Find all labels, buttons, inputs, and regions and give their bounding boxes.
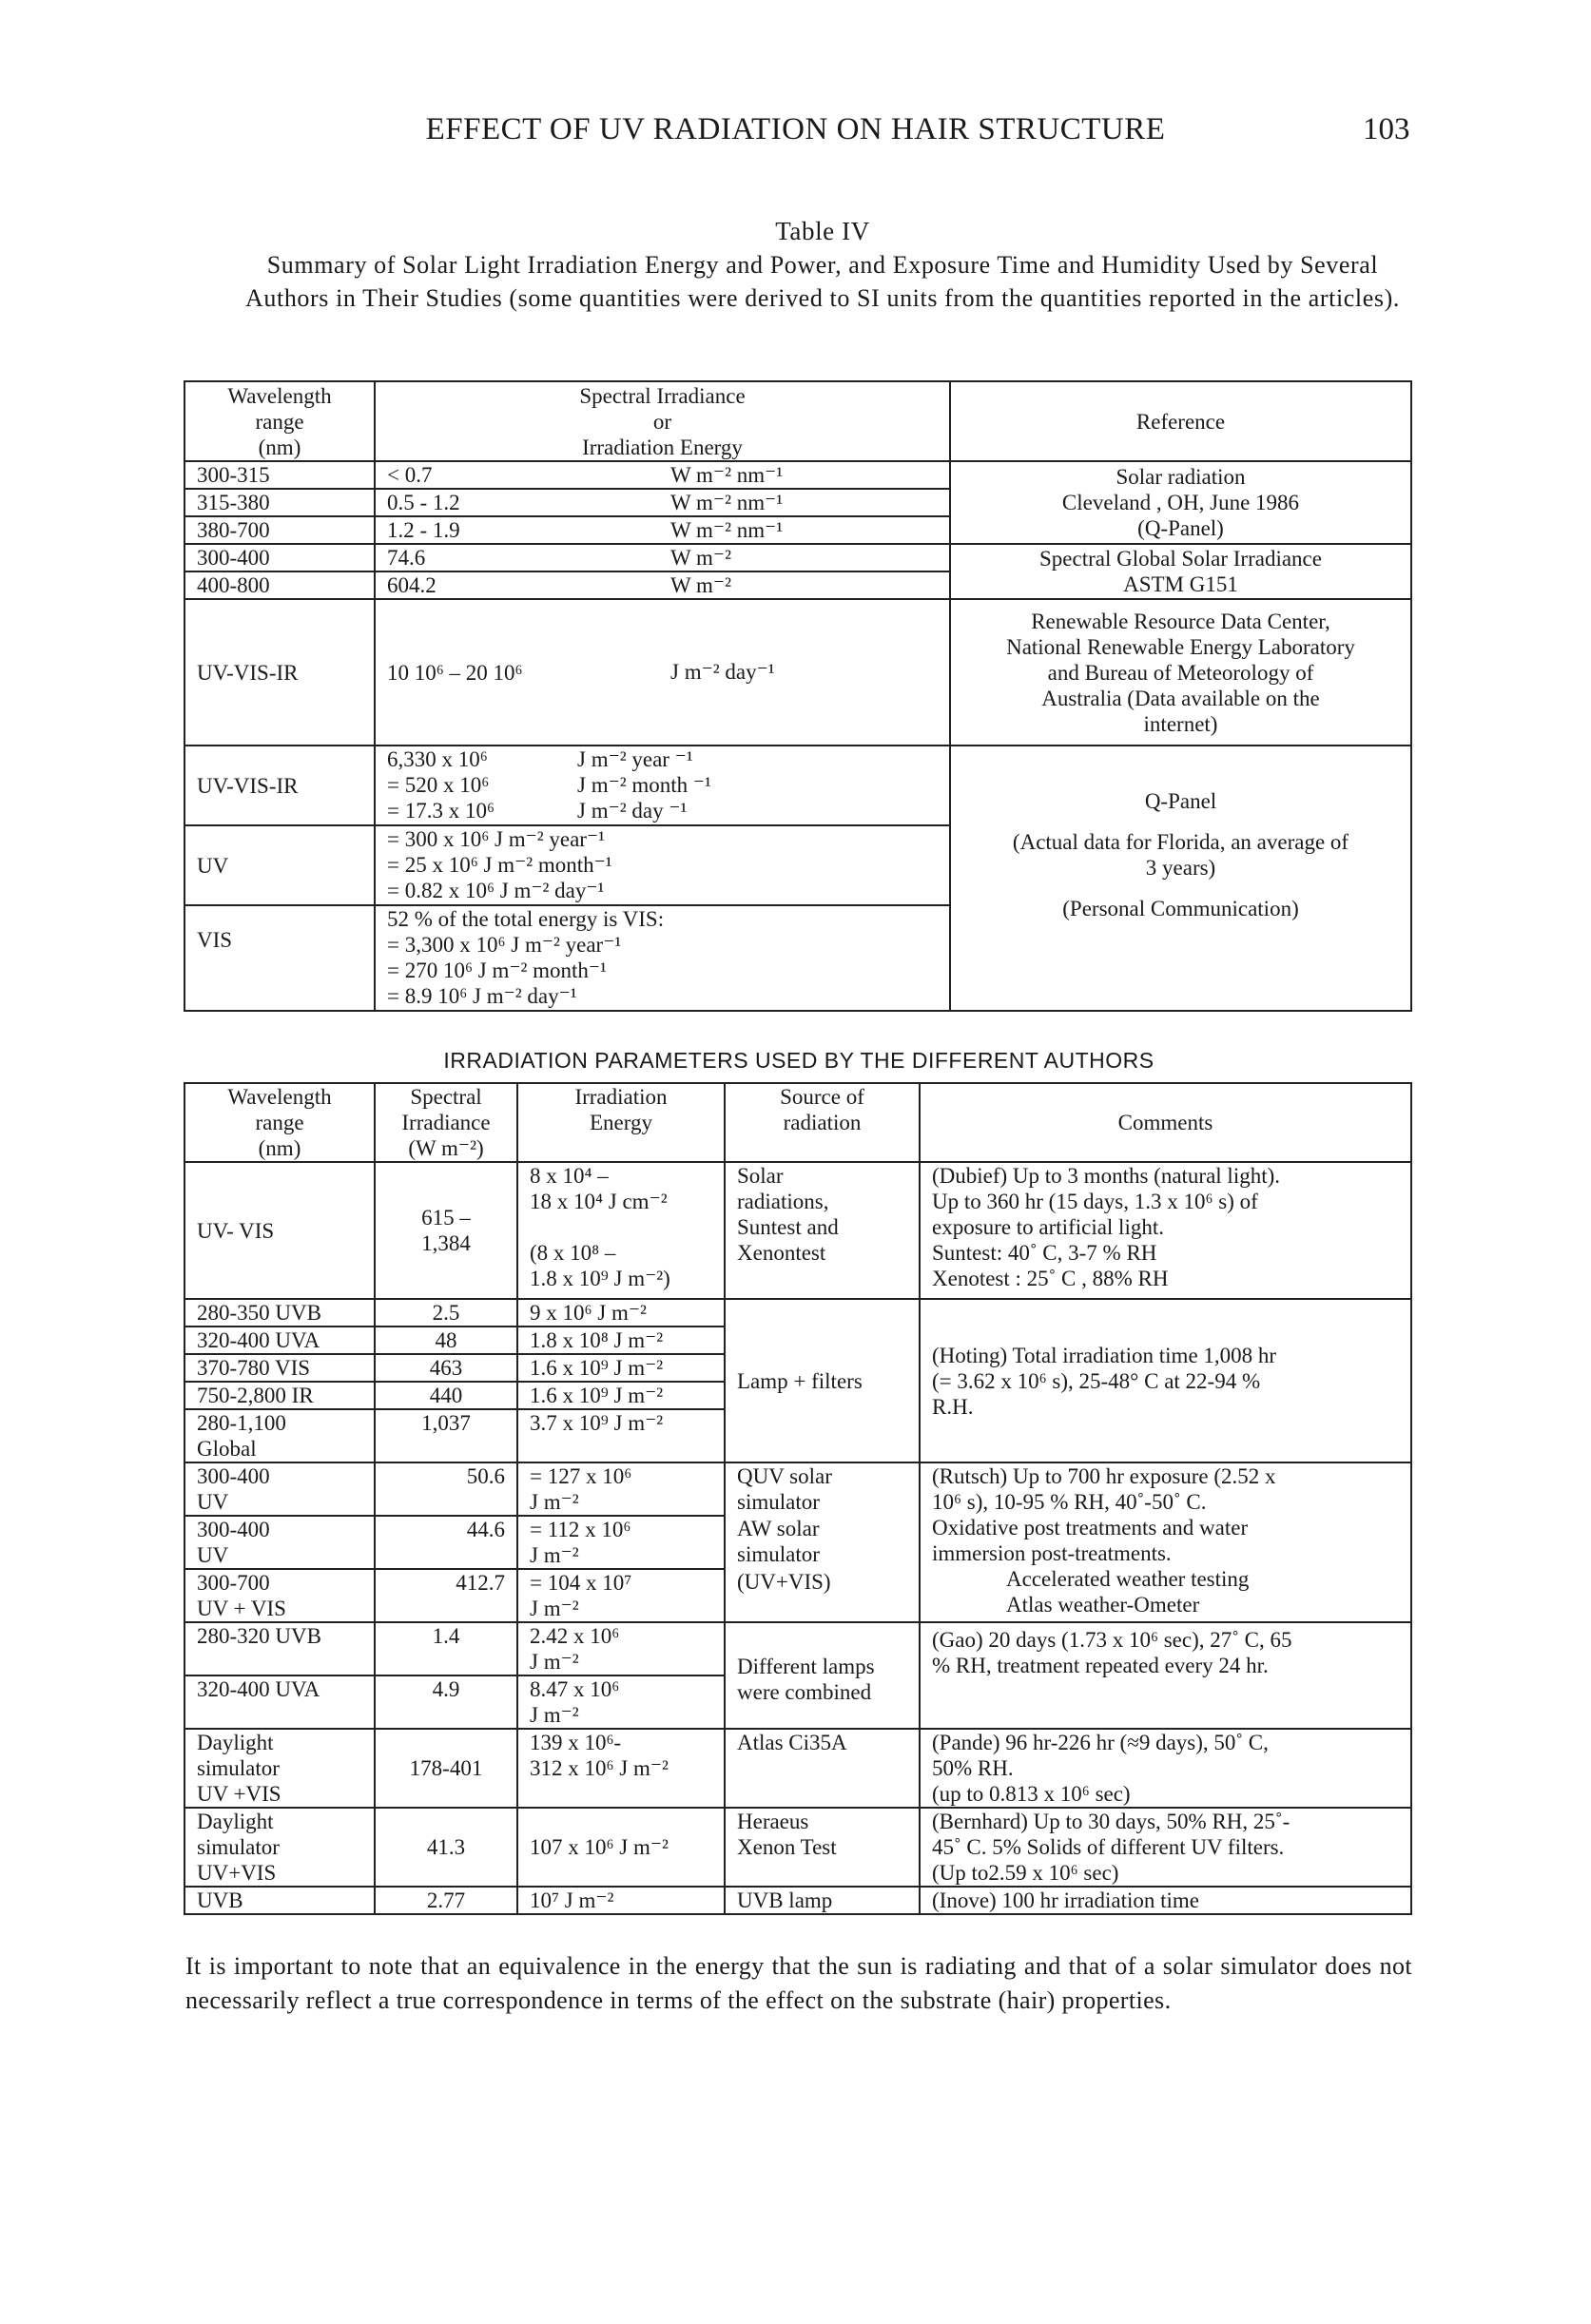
irradiance-cell: = 300 x 10⁶ J m⁻² year⁻¹ = 25 x 10⁶ J m⁻² month⁻¹ = 0.82 x 10⁶ J m⁻² day⁻¹	[375, 825, 950, 905]
header-spectral: Spectral Irradiance (W m⁻²)	[375, 1083, 517, 1162]
range-cell: 750-2,800 IR	[184, 1382, 375, 1409]
energy-cell: 3.7 x 10⁹ J m⁻²	[517, 1409, 725, 1462]
irradiance-cell: 604.2 W m⁻²	[375, 571, 950, 599]
irradiance-cell: 10 10⁶ – 20 10⁶ J m⁻² day⁻¹	[375, 599, 950, 746]
energy-cell: 1.6 x 10⁹ J m⁻²	[517, 1382, 725, 1409]
irradiance-cell: 1.4	[375, 1622, 517, 1675]
table-header-row	[184, 1083, 1411, 1162]
range-cell: 400-800	[184, 571, 375, 599]
irradiance-cell: 74.6 W m⁻²	[375, 544, 950, 571]
comments-cell: (Rutsch) Up to 700 hr exposure (2.52 x 10⁶ s), 10-95 % RH, 40˚-50˚ C. Oxidative post treatments and water immersion post-treatments. Accelerated weather testing Atlas weather-Ometer	[920, 1462, 1411, 1622]
irradiance-cell: 52 % of the total energy is VIS: = 3,300 x 10⁶ J m⁻² year⁻¹ = 270 10⁶ J m⁻² month⁻¹ = 8.9 10⁶ J m⁻² day⁻¹	[375, 905, 950, 1011]
irradiance-cell: 178-401	[375, 1729, 517, 1808]
header-comments: Comments	[920, 1083, 1411, 1162]
range-cell: UV- VIS	[184, 1162, 375, 1299]
comments-cell: (Dubief) Up to 3 months (natural light). Up to 360 hr (15 days, 1.3 x 10⁶ s) of exposure to artificial light. Suntest: 40˚ C, 3-7 % RH Xenotest : 25˚ C , 88% RH	[920, 1162, 1411, 1299]
range-cell: 280-320 UVB	[184, 1622, 375, 1675]
range-cell: 300-400 UV	[184, 1462, 375, 1516]
table-label: Table IV	[775, 217, 870, 245]
table-row	[184, 1462, 1411, 1516]
header-wavelength: Wavelength range (nm)	[184, 1083, 375, 1162]
table-header-row	[184, 381, 1411, 461]
irradiance-cell: 6,330 x 10⁶ J m⁻² year ⁻¹ = 520 x 10⁶ J m⁻² month ⁻¹ = 17.3 x 10⁶ J m⁻² day ⁻¹	[375, 746, 950, 825]
running-head: EFFECT OF UV RADIATION ON HAIR STRUCTURE	[425, 112, 1166, 146]
energy-cell: 9 x 10⁶ J m⁻²	[517, 1299, 725, 1327]
table2-title: IRRADIATION PARAMETERS USED BY THE DIFFERENT AUTHORS	[443, 1048, 1154, 1073]
irradiance-cell: 4.9	[375, 1675, 517, 1729]
range-cell: UV-VIS-IR	[184, 746, 375, 825]
range-cell: 320-400 UVA	[184, 1327, 375, 1354]
energy-cell: 8 x 10⁴ – 18 x 10⁴ J cm⁻² (8 x 10⁸ – 1.8 x 10⁹ J m⁻²)	[517, 1162, 725, 1299]
range-cell: 300-700 UV + VIS	[184, 1569, 375, 1622]
energy-cell: 107 x 10⁶ J m⁻²	[517, 1808, 725, 1887]
source-cell: Solar radiations, Suntest and Xenontest	[725, 1162, 920, 1299]
reference-nrel: Renewable Resource Data Center, National Renewable Energy Laboratory and Bureau of Meteorology of Australia (Data available on the internet)	[950, 599, 1411, 746]
range-cell: 300-400	[184, 544, 375, 571]
irradiance-cell: 48	[375, 1327, 517, 1354]
energy-cell: = 127 x 10⁶ J m⁻²	[517, 1462, 725, 1516]
table-row	[184, 599, 1411, 746]
range-cell: UV	[184, 825, 375, 905]
source-cell: QUV solar simulator	[725, 1462, 920, 1516]
range-cell: 280-1,100 Global	[184, 1409, 375, 1462]
solar-irradiance-table	[184, 380, 1412, 1012]
comments-cell: (Pande) 96 hr-226 hr (≈9 days), 50˚ C, 50% RH. (up to 0.813 x 10⁶ sec)	[920, 1729, 1411, 1808]
irradiance-cell: 41.3	[375, 1808, 517, 1887]
irradiance-cell: 2.5	[375, 1299, 517, 1327]
closing-paragraph: It is important to note that an equivalence in the energy that the sun is radiating and that of a solar simulator does not necessarily reflect a true correspondence in terms of the effect on the substrate (hair) properties.	[185, 1952, 1412, 2014]
range-cell: 300-315	[184, 461, 375, 489]
energy-cell: 8.47 x 10⁶ J m⁻²	[517, 1675, 725, 1729]
table-row	[184, 1729, 1411, 1808]
range-cell: 315-380	[184, 489, 375, 516]
irradiance-cell: 615 – 1,384	[375, 1162, 517, 1299]
range-cell: UVB	[184, 1887, 375, 1914]
energy-cell: 1.6 x 10⁹ J m⁻²	[517, 1354, 725, 1382]
comments-cell: (Inove) 100 hr irradiation time	[920, 1887, 1411, 1914]
reference-solar-radiation: Solar radiation Cleveland , OH, June 1986 (Q-Panel)	[950, 461, 1411, 544]
source-cell: AW solar simulator	[725, 1516, 920, 1569]
table-row	[184, 1162, 1411, 1299]
irradiation-parameters-table	[184, 1082, 1412, 1915]
irradiance-cell: < 0.7 W m⁻² nm⁻¹	[375, 461, 950, 489]
header-wavelength: Wavelength range (nm)	[184, 381, 375, 461]
page-number: 103	[1363, 112, 1410, 146]
irradiance-cell: 1,037	[375, 1409, 517, 1462]
table-caption	[243, 215, 1403, 315]
source-cell: (UV+VIS)	[725, 1569, 920, 1622]
range-cell: 280-350 UVB	[184, 1299, 375, 1327]
energy-cell: 2.42 x 10⁶ J m⁻²	[517, 1622, 725, 1675]
energy-cell: = 104 x 10⁷ J m⁻²	[517, 1569, 725, 1622]
range-cell: 300-400 UV	[184, 1516, 375, 1569]
table-row	[184, 461, 1411, 489]
source-cell: UVB lamp	[725, 1887, 920, 1914]
table-row	[184, 1887, 1411, 1914]
comments-cell: (Gao) 20 days (1.73 x 10⁶ sec), 27˚ C, 65 % RH, treatment repeated every 24 hr.	[920, 1622, 1411, 1729]
energy-cell: = 112 x 10⁶ J m⁻²	[517, 1516, 725, 1569]
source-cell: Different lamps were combined	[725, 1622, 920, 1729]
irradiance-cell: 0.5 - 1.2 W m⁻² nm⁻¹	[375, 489, 950, 516]
comments-cell: (Bernhard) Up to 30 days, 50% RH, 25˚- 45˚ C. 5% Solids of different UV filters. (Up to2.59 x 10⁶ sec)	[920, 1808, 1411, 1887]
table-caption-text: Summary of Solar Light Irradiation Energy and Power, and Exposure Time and Humidity Used by Several Authors in Their Studies (some quantities were derived to SI units from the quantities reported in the articles).	[245, 251, 1400, 312]
range-cell: 320-400 UVA	[184, 1675, 375, 1729]
table-row	[184, 1622, 1411, 1675]
reference-qpanel: Q-Panel (Actual data for Florida, an average of 3 years) (Personal Communication)	[950, 746, 1411, 1011]
source-cell: Lamp + filters	[725, 1299, 920, 1462]
table-row	[184, 544, 1411, 571]
source-cell: Atlas Ci35A	[725, 1729, 920, 1808]
range-cell: VIS	[184, 905, 375, 1011]
irradiance-cell: 44.6	[375, 1516, 517, 1569]
irradiance-cell: 412.7	[375, 1569, 517, 1622]
irradiance-cell: 440	[375, 1382, 517, 1409]
table-row	[184, 746, 1411, 825]
irradiance-cell: 463	[375, 1354, 517, 1382]
energy-cell: 139 x 10⁶- 312 x 10⁶ J m⁻²	[517, 1729, 725, 1808]
header-spectral: Spectral Irradiance or Irradiation Energy	[375, 381, 950, 461]
irradiance-cell: 50.6	[375, 1462, 517, 1516]
source-cell: Heraeus Xenon Test	[725, 1808, 920, 1887]
energy-cell: 10⁷ J m⁻²	[517, 1887, 725, 1914]
range-cell: 380-700	[184, 516, 375, 544]
header-reference: Reference	[950, 381, 1411, 461]
range-cell: Daylight simulator UV+VIS	[184, 1808, 375, 1887]
comments-cell: (Hoting) Total irradiation time 1,008 hr (= 3.62 x 10⁶ s), 25-48° C at 22-94 % R.H.	[920, 1299, 1411, 1462]
irradiance-cell: 1.2 - 1.9 W m⁻² nm⁻¹	[375, 516, 950, 544]
table-row	[184, 1808, 1411, 1887]
header-source: Source of radiation	[725, 1083, 920, 1162]
header-energy: Irradiation Energy	[517, 1083, 725, 1162]
range-cell: 370-780 VIS	[184, 1354, 375, 1382]
range-cell: UV-VIS-IR	[184, 599, 375, 746]
reference-astm: Spectral Global Solar Irradiance ASTM G151	[950, 544, 1411, 599]
energy-cell: 1.8 x 10⁸ J m⁻²	[517, 1327, 725, 1354]
range-cell: Daylight simulator UV +VIS	[184, 1729, 375, 1808]
irradiance-cell: 2.77	[375, 1887, 517, 1914]
table-row	[184, 1299, 1411, 1327]
